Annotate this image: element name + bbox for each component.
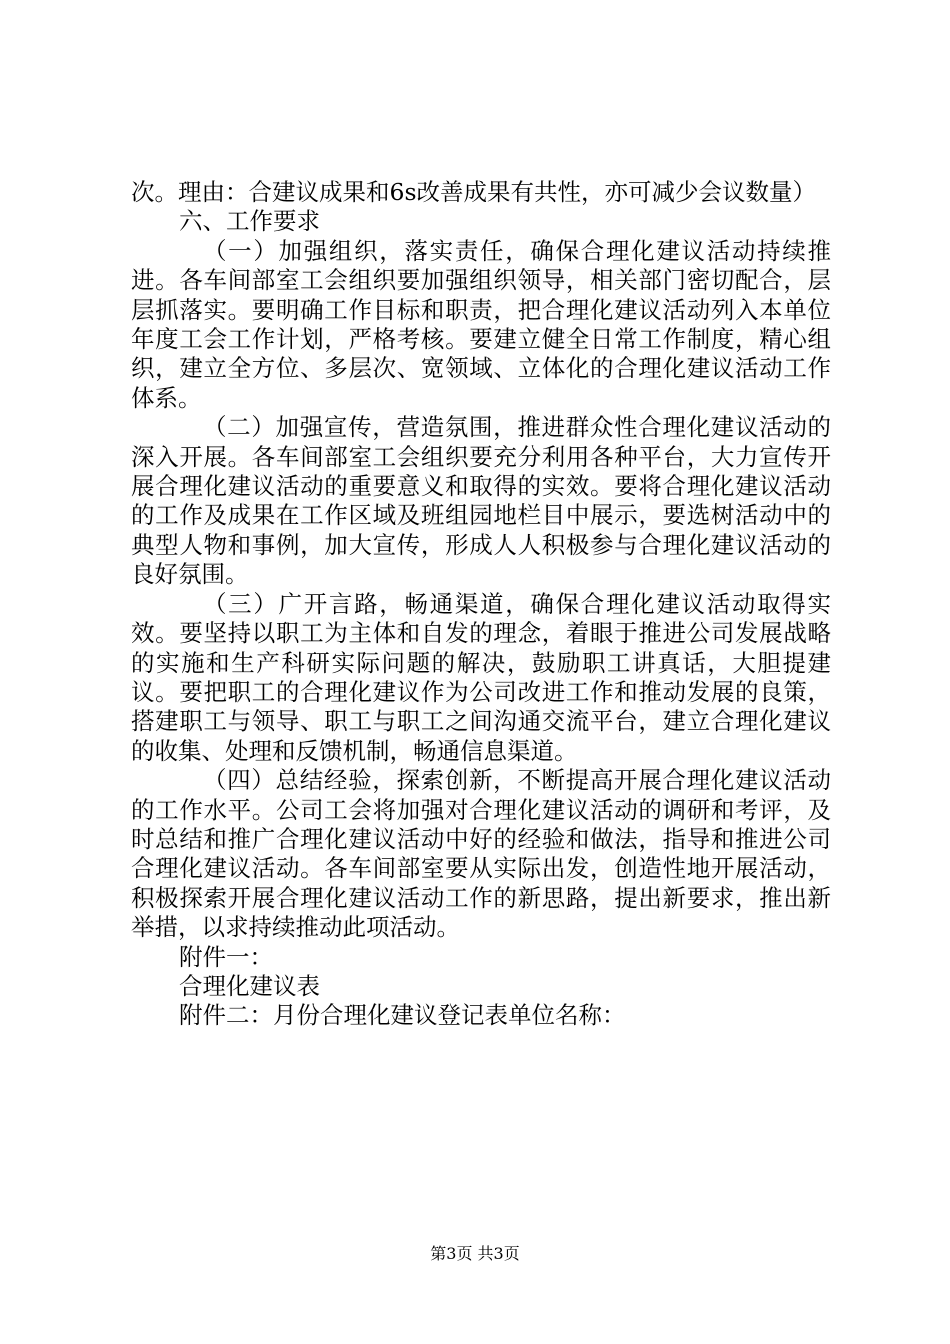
attachment-2-label: 附件二：月份合理化建议登记表单位名称： bbox=[179, 1001, 626, 1030]
paragraph-item-2: （二）加强宣传，营造氛围，推进群众性合理化建议活动的深入开展。各车间部室工会组织要充分利用各种平台，大力宣传开展合理化建议活动的重要意义和取得的实效。要将合理化建议活动的工作及成果在工作区域及班组园地栏目中展示，要选树活动中的典型人物和事例，加大宣传，形成人人积极参与合理化建议活动的良好氛围。 bbox=[131, 413, 831, 589]
paragraph-item-3: （三）广开言路，畅通渠道，确保合理化建议活动取得实效。要坚持以职工为主体和自发的理念，着眼于推进公司发展战略的实施和生产科研实际问题的解决，鼓励职工讲真话，大胆提建议。要把职工的合理化建议作为公司改进工作和推动发展的良策，搭建职工与领导、职工与职工之间沟通交流平台，建立合理化建议的收集、处理和反馈机制，畅通信息渠道。 bbox=[131, 589, 831, 765]
paragraph-item-1: （一）加强组织，落实责任，确保合理化建议活动持续推进。各车间部室工会组织要加强组织领导，相关部门密切配合，层层抓落实。要明确工作目标和职责，把合理化建议活动列入本单位年度工会工作计划，严格考核。要建立健全日常工作制度，精心组织，建立全方位、多层次、宽领域、立体化的合理化建议活动工作体系。 bbox=[131, 236, 831, 412]
paragraph-item-4: （四）总结经验，探索创新，不断提高开展合理化建议活动的工作水平。公司工会将加强对合理化建议活动的调研和考评，及时总结和推广合理化建议活动中好的经验和做法，指导和推进公司合理化建议活动。各车间部室要从实际出发，创造性地开展活动，积极探索开展合理化建议活动工作的新思路，提出新要求，推出新举措，以求持续推动此项活动。 bbox=[131, 766, 831, 942]
attachment-1-label: 附件一： bbox=[179, 942, 273, 971]
attachment-1-title: 合理化建议表 bbox=[179, 971, 320, 1000]
section-heading-work-requirements: 六、工作要求 bbox=[179, 207, 320, 236]
document-body bbox=[131, 178, 831, 1031]
page-number-footer: 第3页 共3页 bbox=[430, 1244, 520, 1263]
paragraph-continuation: 次。理由：合建议成果和6s改善成果有共性，亦可减少会议数量） bbox=[131, 178, 817, 206]
